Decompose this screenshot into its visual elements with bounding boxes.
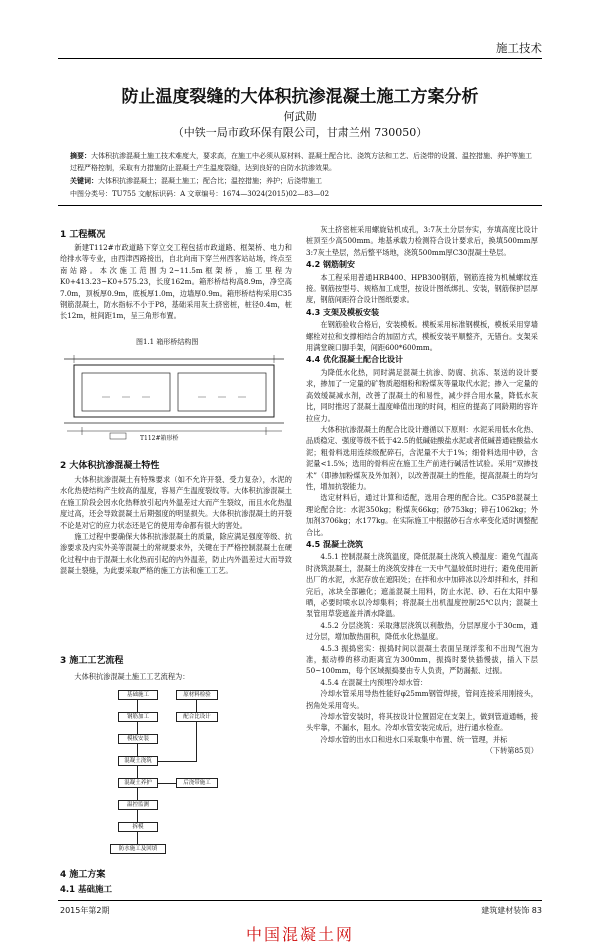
flow-step: 温控监测 <box>118 800 158 810</box>
flow-step: 混凝土养护 <box>118 778 158 788</box>
flow-step: 后浇带施工 <box>176 778 218 788</box>
heading-1: 1 工程概况 <box>60 230 106 240</box>
heading-4-2: 4.2 钢筋制安 <box>306 260 355 270</box>
classification: 中图分类号：TU755 文献标识码：A 文章编号：1674—3024(2015)02—83—02 <box>70 190 330 198</box>
flow-step: 混凝土浇筑 <box>118 756 158 766</box>
keywords: 关键词：大体积抗渗混凝土；混凝土施工；配合比；温控措施；养护；后浇带施工 <box>70 177 322 185</box>
flow-arrow <box>157 761 197 762</box>
flow-step: 防水施工及回填 <box>110 844 166 854</box>
watermark: 中国混凝土网 <box>245 925 354 944</box>
heading-3: 3 施工工艺流程 <box>60 656 124 666</box>
flow-arrow <box>137 766 138 778</box>
affiliation: （中铁一局市政环保有限公司，甘肃兰州 730050） <box>172 126 428 139</box>
heading-4: 4 施工方案 <box>60 870 106 880</box>
flow-arrow <box>137 788 138 800</box>
continued-note: （下转第85页） <box>485 746 538 756</box>
heading-4-1: 4.1 基础施工 <box>60 885 113 895</box>
para-2: 大体积抗渗混凝土有特殊要求（如不允许开裂、受力复杂），水泥的水化热使结构产生较高的温度，容易产生温度裂纹等。大体积抗渗混凝土在施工阶段会因水化热释放引起内外温差过大而产生裂纹，而且水化热温度过高，还会导致混凝土后期强度的明显损失。大体积抗渗混凝土的开裂不论是对它的应力状态还是它的使用寿命都有很大的害处。 施工过程中要确保大体积抗渗混凝土的质量，除应满足强度等级、抗渗要求及内实外美等混凝土的常规要求外，关键在于严格控制混凝土在硬化过程中由于混凝土水化热而引起的内外温差，防止内外温差过大而导致混凝土裂缝，为此要采取严格的施工方法和施工工艺。 <box>60 475 292 576</box>
flow-arrow <box>157 783 176 784</box>
flow-arrow <box>137 700 138 712</box>
footer-journal: 建筑建材装饰 83 <box>481 906 542 915</box>
section-label: 施工技术 <box>496 41 542 55</box>
flow-step: 拆模 <box>118 822 158 832</box>
abstract-rule <box>58 205 542 206</box>
flow-arrow <box>137 722 138 734</box>
box-bridge-figure <box>62 347 290 443</box>
figure-label: T112#箱形桥 <box>140 435 179 442</box>
flow-arrow <box>196 700 197 712</box>
para-flow-intro: 大体积抗渗混凝土施工工艺流程为： <box>74 672 190 681</box>
flow-arrow <box>196 722 197 762</box>
right-column: 灰土挤密桩采用螺旋钻机成孔，3:7灰土分层夯实，夯填高度比设计桩顶至少高500mm。地基承载力检测符合设计要求后，换填500mm厚3:7灰土垫层，然后整平场地，浇筑500mm厚C30混凝土垫层。 4.2 钢筋制安 本工程采用普通HRB400、HPB300钢筋，钢筋连接为机械螺纹连接。钢筋按型号、规格加工成型，按设计图纸绑扎、安装，钢筋保护层厚度，钢筋间距符合设计图纸要求。 4.3 支架及模板安装 在钢筋验收合格后，安装模板。模板采用标准钢模板，模板采用穿墙螺栓对拉和支撑相结合的加固方式，模板安装平顺整齐，无错台。支架采用满堂碗口脚手架，间距600*600mm。 4.4 优化混凝土配合比设计 为降低水化热，同时满足混凝土抗渗、防腐、抗冻、泵送的设计要求，掺加了一定量的矿物质超细粉和粉煤灰等量取代水泥；掺入一定量的高效缓凝减水剂，改善了混凝土的和易性，减少拌合用水量，降低水灰比，同时推迟了混凝土温度峰值出现的时间，相应的提高了同龄期的容许拉应力。 大体积抗渗混凝土的配合比设计遵循以下原则：水泥采用低水化热、品质稳定、强度等级不低于42.5的低碱硅酸盐水泥或者低碱普通硅酸盐水泥；粗骨料选用连续级配碎石，含泥量不大于1%；细骨料选用中砂，含泥量<1.5%；选用的骨料应在施工生产前进行碱活性试验。采用“双掺技术”（即掺加粉煤灰及外加剂），以改善混凝土的性能，提高混凝土的均匀性，增加抗裂能力。 选定材料后，通过计算和适配，选用合理的配合比。C35P8混凝土理论配合比：水泥350kg；粉煤灰66kg；砂753kg；碎石1062kg；外加剂3706kg；水177kg。在实际施工中根据砂石含水率变化适时调整配合比。 4.5 混凝土浇筑 4.5.1 控制混凝土浇筑温度，降低混凝土浇筑入模温度：避免气温高时浇筑混凝土，混凝土的浇筑安排在一天中气温较低时进行；避免使用新出厂的水泥，水泥存放在遮阳处；在拌和水中加碎冰以冷却拌和水，拌和完后，冰块全部融化；遮盖混凝土用料，防止水泥、砂、石在太阳中暴晒，必要时喷水以冷却集料；将混凝土出机温度控制25℃以内；混凝土泵管用草袋遮盖并洒水降温。 4.5.2 分层浇筑：采取薄层浇筑以利散热，分层厚度小于30cm，通过分层，增加散热面积，降低水化热温度。 4.5.3 振捣密实：振捣时间以混凝土表面呈现浮浆和不出现气泡为准，振动棒的移动距离宜为300mm，振捣时要快插慢拔，插入下层50~100mm，每个区域振捣要由专人负责，严防漏振、过振。 4.5.4 在混凝土内预埋冷却水管： 冷却水管采用导热性能好φ25mm钢管焊接，管间连接采用刚接头，拐角处采用弯头。 冷却水管安装时，将其按设计位置固定在支架上，做到管道通畅，接头牢靠，不漏水，阻水。冷却水管安装完成后，进行通水检查。 冷却水管的出水口和进水口采取集中布置、统一管理，并标 （下转第85页） <box>306 225 538 756</box>
figure-caption: 图1.1 箱形桥结构图 <box>136 338 199 346</box>
flow-step: 配合比设计 <box>176 712 218 722</box>
heading-4-5: 4.5 混凝土浇筑 <box>306 539 363 549</box>
heading-4-4: 4.4 优化混凝土配合比设计 <box>306 355 403 365</box>
footer-issue: 2015年第2期 <box>60 906 110 915</box>
heading-4-3: 4.3 支架及模板安装 <box>306 307 379 317</box>
flow-step: 钢筋加工 <box>118 712 158 722</box>
flow-step: 模板安装 <box>118 734 158 744</box>
abstract: 摘要：大体积抗渗混凝土施工技术难度大，要求高，在施工中必须从原材料、混凝土配合比、浇筑方法和工艺、后浇带的设置、温控措施、养护等施工过程严格控制，采取有力措施防止混凝土产生温度裂缝，达到良好的自防水抗渗效果。 <box>70 152 532 172</box>
flow-step: 原材料检验 <box>176 690 218 700</box>
para-1: 新建T112#市政道路下穿立交工程包括市政道路、框架桥、电力和给排水等专业，由西津西路接出，自北向南下穿兰州西客站站场，终点至南站路。本次施工范围为2~11.5m框架桥，施工里程为K0+413.23~K0+575.23，长度162m。箱形桥结构高8.9m，净空高7.0m，顶板厚0.9m，底板厚1.0m，边墙厚0.9m。箱形桥结构采用C35钢筋混凝土，防水指标不小于P8，基础采用灰土挤密桩，桩径0.4m，桩长12m，桩间距1m，呈三角形布置。 <box>60 243 292 321</box>
flow-step: 基础施工 <box>118 690 158 700</box>
header-rule <box>58 58 542 59</box>
author: 何武勋 <box>283 110 317 123</box>
flow-arrow <box>137 832 138 844</box>
flow-arrow <box>137 744 138 756</box>
footer-rule <box>58 900 542 901</box>
article-title: 防止温度裂缝的大体积抗渗混凝土施工方案分析 <box>121 87 479 107</box>
heading-2: 2 大体积抗渗混凝土特性 <box>60 461 160 471</box>
flow-arrow <box>137 810 138 822</box>
